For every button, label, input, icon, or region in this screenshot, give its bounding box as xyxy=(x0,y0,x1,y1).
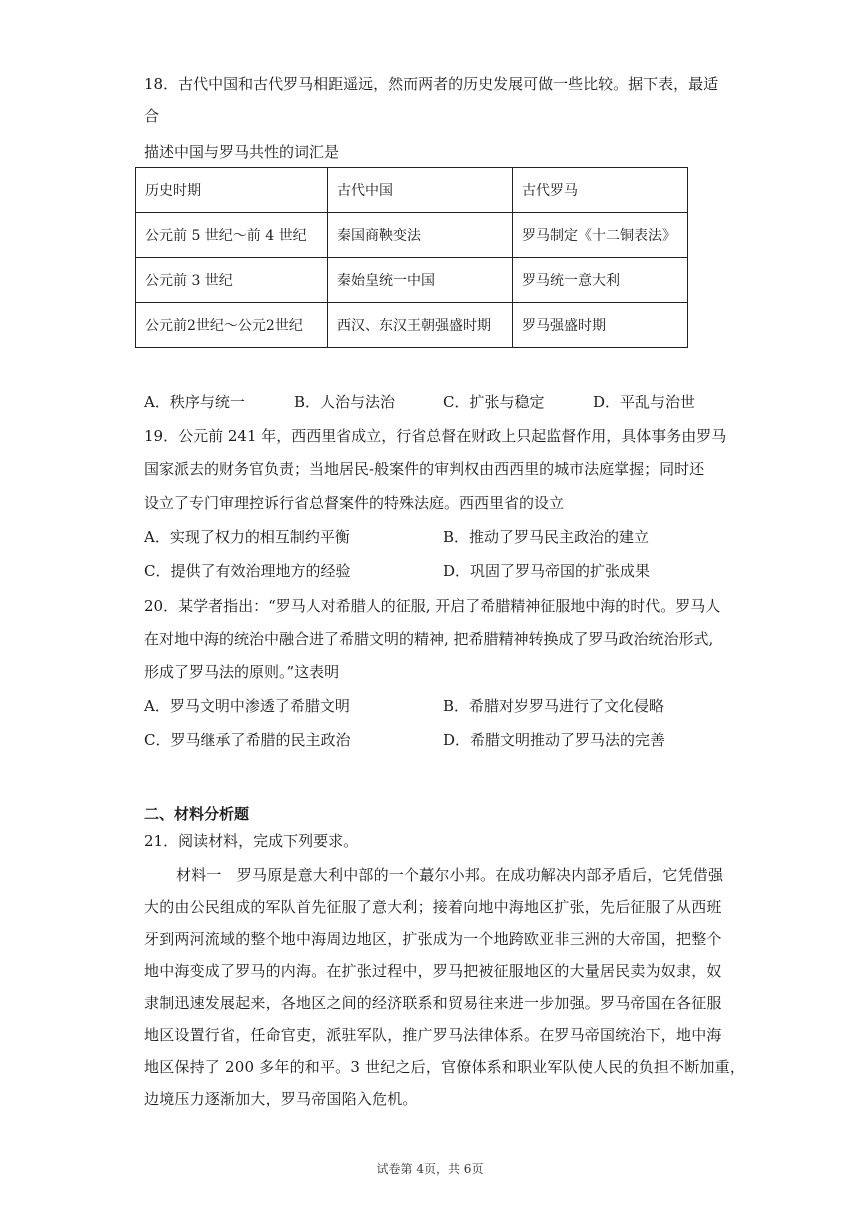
material-line: 边境压力逐渐加大，罗马帝国陷入危机。 xyxy=(144,1090,418,1108)
q18-option-a: A．秩序与统一 xyxy=(144,393,245,411)
q20-stem-line2: 在对地中海的统治中融合进了希腊文明的精神, 把希腊精神转换成了罗马政治统治形式, xyxy=(144,630,714,648)
material-line: 牙到两河流域的整个地中海周边地区，扩张成为一个地跨欧亚非三洲的大帝国，把整个 xyxy=(144,930,722,948)
table-cell: 秦国商鞅变法 xyxy=(328,213,513,258)
table-header-row xyxy=(136,168,688,213)
table-header-cell: 古代罗马 xyxy=(513,168,688,213)
q18-option-d: D．平乱与治世 xyxy=(593,393,696,411)
q19-stem-line3: 设立了专门审理控诉行省总督案件的特殊法庭。西西里省的设立 xyxy=(144,494,565,512)
q19-stem-line2: 国家派去的财务官负责；当地居民-般案件的审判权由西西里的城市法庭掌握；同时还 xyxy=(144,460,705,478)
table-cell: 公元前2世纪～公元2世纪 xyxy=(136,303,328,348)
q20-option-b: B．希腊对岁罗马进行了文化侵略 xyxy=(443,697,665,715)
q19-stem-line1: 19．公元前 241 年，西西里省成立，行省总督在财政上只起监督作用，具体事务由罗马 xyxy=(144,427,727,445)
q20-option-c: C．罗马继承了希腊的民主政治 xyxy=(144,731,351,749)
material-line: 地中海变成了罗马的内海。在扩张过程中，罗马把被征服地区的大量居民卖为奴隶，奴 xyxy=(144,962,722,980)
q20-stem-line1: 20．某学者指出：“罗马人对希腊人的征服, 开启了希腊精神征服地中海的时代。罗马人 xyxy=(144,597,721,615)
q19-option-d: D．巩固了罗马帝国的扩张成果 xyxy=(443,562,651,580)
q20-option-d: D．希腊文明推动了罗马法的完善 xyxy=(443,731,666,749)
table-cell: 罗马统一意大利 xyxy=(513,258,688,303)
q18-stem-line3: 描述中国与罗马共性的词汇是 xyxy=(144,143,340,161)
page-footer: 试卷第 4页，共 6页 xyxy=(376,1162,484,1176)
table-cell: 公元前 3 世纪 xyxy=(136,258,328,303)
material-line: 地区保持了 200 多年的和平。3 世纪之后，官僚体系和职业军队使人民的负担不断加重， xyxy=(144,1058,746,1076)
history-comparison-table xyxy=(135,167,688,348)
table-cell: 罗马制定《十二铜表法》 xyxy=(513,213,688,258)
material-line: 材料一 罗马原是意大利中部的一个蕞尔小邦。在成功解决内部矛盾后，它凭借强 xyxy=(176,866,724,884)
q20-option-a: A．罗马文明中渗透了希腊文明 xyxy=(144,697,350,715)
q21-stem: 21．阅读材料，完成下列要求。 xyxy=(144,832,359,850)
table-header-cell: 古代中国 xyxy=(328,168,513,213)
table-row xyxy=(136,258,688,303)
table-row xyxy=(136,213,688,258)
table-cell: 罗马强盛时期 xyxy=(513,303,688,348)
q18-option-c: C．扩张与稳定 xyxy=(443,393,545,411)
table-header-cell: 历史时期 xyxy=(136,168,328,213)
q19-option-a: A．实现了权力的相互制约平衡 xyxy=(144,528,350,546)
table-row xyxy=(136,303,688,348)
q18-stem-line1: 18．古代中国和古代罗马相距遥远，然而两者的历史发展可做一些比较。据下表，最适 xyxy=(144,75,719,93)
table-cell: 西汉、东汉王朝强盛时期 xyxy=(328,303,513,348)
material-line: 地区设置行省，任命官吏，派驻军队，推广罗马法律体系。在罗马帝国统治下，地中海 xyxy=(144,1026,722,1044)
q18-stem-line2: 合 xyxy=(144,107,160,125)
material-line: 隶制迅速发展起来，各地区之间的经济联系和贸易往来进一步加强。罗马帝国在各征服 xyxy=(144,994,722,1012)
q19-option-b: B．推动了罗马民主政治的建立 xyxy=(443,528,650,546)
q20-stem-line3: 形成了罗马法的原则。”这表明 xyxy=(144,663,340,681)
table-cell: 公元前 5 世纪～前 4 世纪 xyxy=(136,213,328,258)
table-cell: 秦始皇统一中国 xyxy=(328,258,513,303)
material-line: 大的由公民组成的军队首先征服了意大利；接着向地中海地区扩张，先后征服了从西班 xyxy=(144,898,722,916)
q19-option-c: C．提供了有效治理地方的经验 xyxy=(144,562,351,580)
section-title: 二、材料分析题 xyxy=(144,805,250,823)
q18-option-b: B．人治与法治 xyxy=(294,393,396,411)
